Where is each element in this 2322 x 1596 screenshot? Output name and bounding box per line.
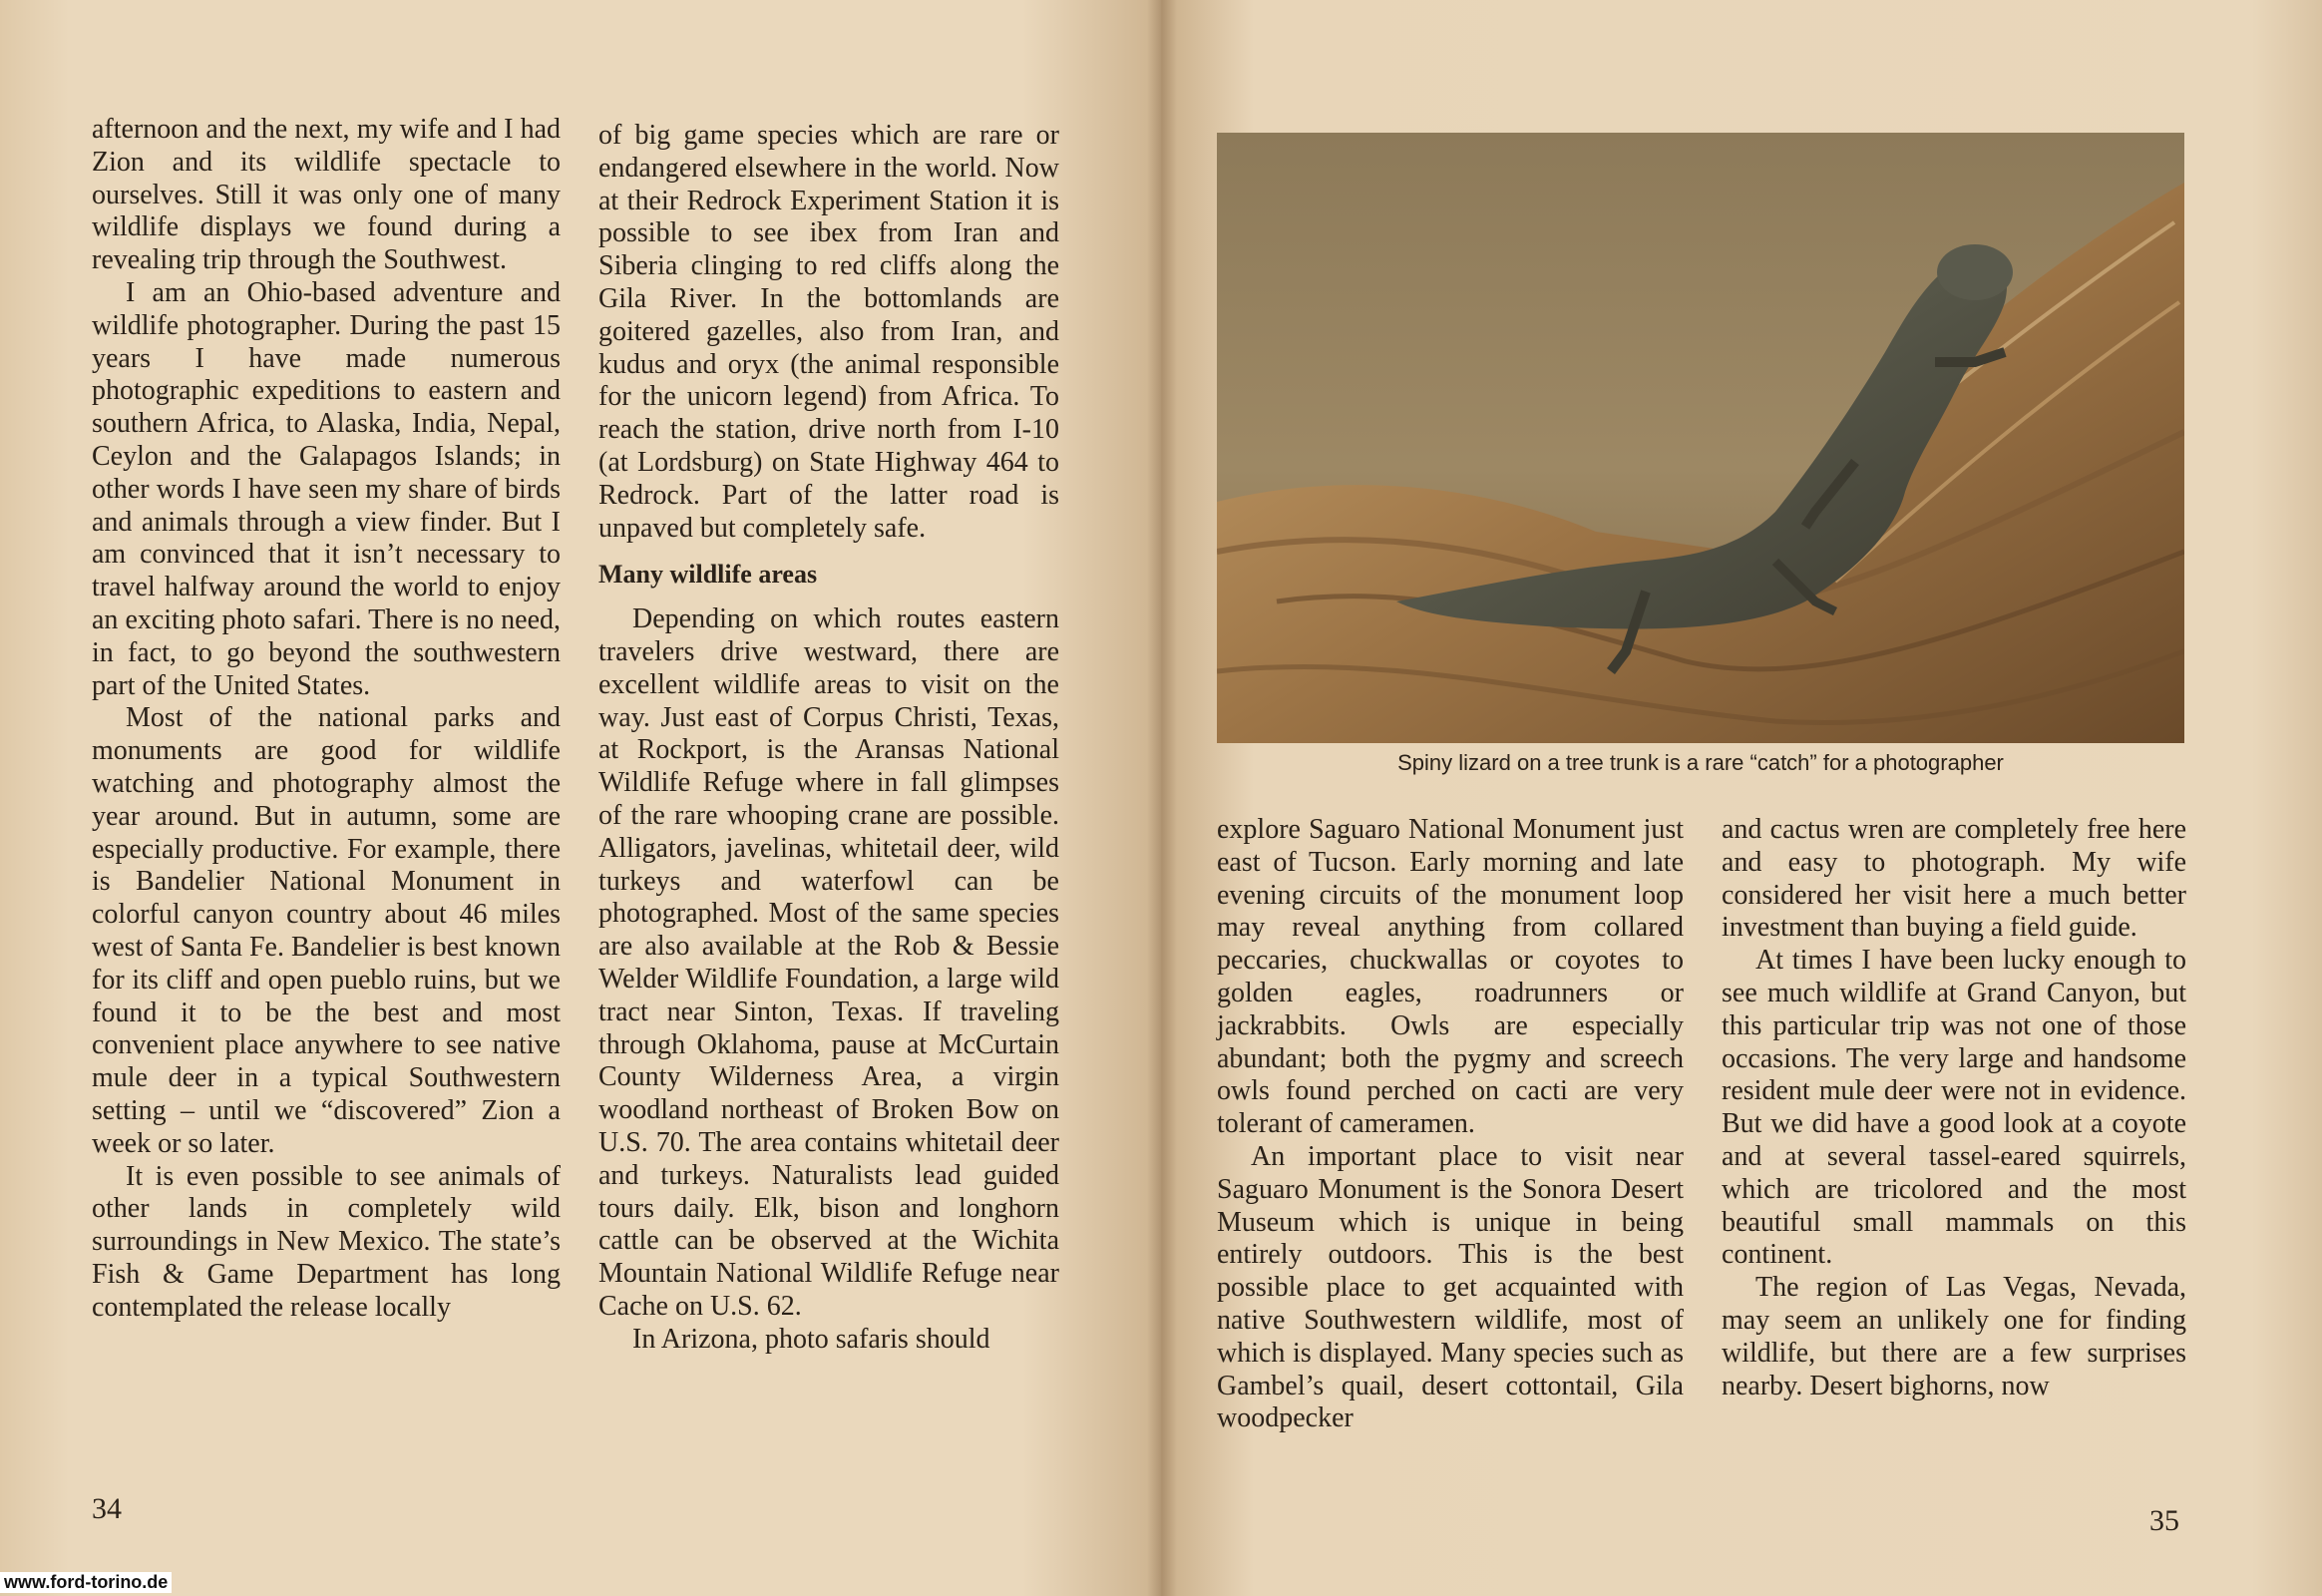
paragraph: It is even possible to see animals of other lands in completely wild surroundings in New Mexico. The state’s Fish & Game Department has long contemplated the release locally: [92, 1160, 561, 1323]
left-page-column-2: [598, 120, 1059, 1356]
paragraph: Depending on which routes eastern travelers drive westward, there are excellent wildlife areas to visit on the way. Just east of Corpus Christi, Texas, at Rockport, is the Aransas National Wildlife Refuge where in fall glimpses of the rare whooping crane are possible. Alligators, javelinas, whitetail deer, wild turkeys and waterfowl can be photographed. Most of the same species are also available at the Rob & Bessie Welder Wildlife Foundation, a large wild tract near Sinton, Texas. If traveling through Oklahoma, pause at McCurtain County Wilderness Area, a virgin woodland northeast of Broken Bow on U.S. 70. The area contains whitetail deer and turkeys. Naturalists lead guided tours daily. Elk, bison and longhorn cattle can be observed at the Wichita Mountain National Wildlife Refuge near Cache on U.S. 62.: [598, 603, 1059, 1322]
watermark-url: www.ford-torino.de: [0, 1572, 172, 1593]
right-page-column-2: [1722, 814, 2186, 1402]
left-page-column-1: [92, 114, 561, 1324]
paragraph: In Arizona, photo safaris should: [632, 1323, 990, 1355]
paragraph: and cactus wren are completely free here and easy to photograph. My wife considered her visit here a much better investment than buying a field guide.: [1722, 814, 2186, 944]
page-number-left: 34: [92, 1492, 122, 1525]
paragraph: of big game species which are rare or endangered elsewhere in the world. Now at their Redrock Experiment Station it is possible to see ibex from Iran and Siberia clinging to red cliffs along the Gila River. In the bottomlands are goitered gazelles, also from Iran, and kudus and oryx (the animal responsible for the unicorn legend) from Africa. To reach the station, drive north from I-10 (at Lordsburg) on State Highway 464 to Redrock. Part of the latter road is unpaved but completely safe.: [598, 120, 1059, 544]
spiny-lizard-photo: [1217, 133, 2184, 743]
lizard-illustration: [1217, 133, 2184, 743]
paragraph: afternoon and the next, my wife and I had Zion and its wildlife spectacle to ourselves. Still it was only one of many wildlife displays we found during a revealing trip through the Southwest.: [92, 114, 561, 276]
paragraph: explore Saguaro National Monument just east of Tucson. Early morning and late evening circuits of the monument loop may reveal anything from collared peccaries, chuckwallas or coyotes to golden eagles, roadrunners or jackrabbits. Owls are especially abundant; both the pygmy and screech owls found perched on cacti are very tolerant of cameramen.: [1217, 814, 1684, 1140]
paragraph: Most of the national parks and monuments are good for wildlife watching and photography almost the year around. But in autumn, some are especially productive. For example, there is Bandelier National Monument in colorful canyon country about 46 miles west of Santa Fe. Bandelier is best known for its cliff and open pueblo ruins, but we found it to be the best and most convenient place anywhere to see native mule deer in a typical Southwestern setting – until we “discovered” Zion a week or so later.: [92, 702, 561, 1159]
photo-caption: Spiny lizard on a tree trunk is a rare “catch” for a photographer: [1397, 750, 2004, 775]
section-heading: Many wildlife areas: [598, 560, 818, 590]
book-gutter: [1147, 0, 1177, 1596]
page-number-right: 35: [2149, 1504, 2179, 1537]
paragraph: At times I have been lucky enough to see much wildlife at Grand Canyon, but this particular trip was not one of those occasions. The very large and handsome resident mule deer were not in evidence. But we did have a good look at a coyote and at several tassel-eared squirrels, which are tricolored and the most beautiful small mammals on this continent.: [1722, 945, 2186, 1271]
paragraph: An important place to visit near Saguaro Monument is the Sonora Desert Museum which is unique in being entirely outdoors. This is the best possible place to get acquainted with native Southwestern wildlife, most of which is displayed. Many species such as Gambel’s quail, desert cottontail, Gila woodpecker: [1217, 1140, 1684, 1434]
right-page-column-1: [1217, 814, 1684, 1435]
paragraph: The region of Las Vegas, Nevada, may seem an unlikely one for finding wildlife, but there are a few surprises nearby. Desert bighorns, now: [1722, 1272, 2186, 1401]
paragraph: I am an Ohio-based adventure and wildlife photographer. During the past 15 years I have made numerous photographic expeditions to eastern and southern Africa, to Alaska, India, Nepal, Ceylon and the Galapagos Islands; in other words I have seen my share of birds and animals through a view finder. But I am convinced that it isn’t necessary to travel halfway around the world to enjoy an exciting photo safari. There is no need, in fact, to go beyond the southwestern part of the United States.: [92, 276, 561, 701]
